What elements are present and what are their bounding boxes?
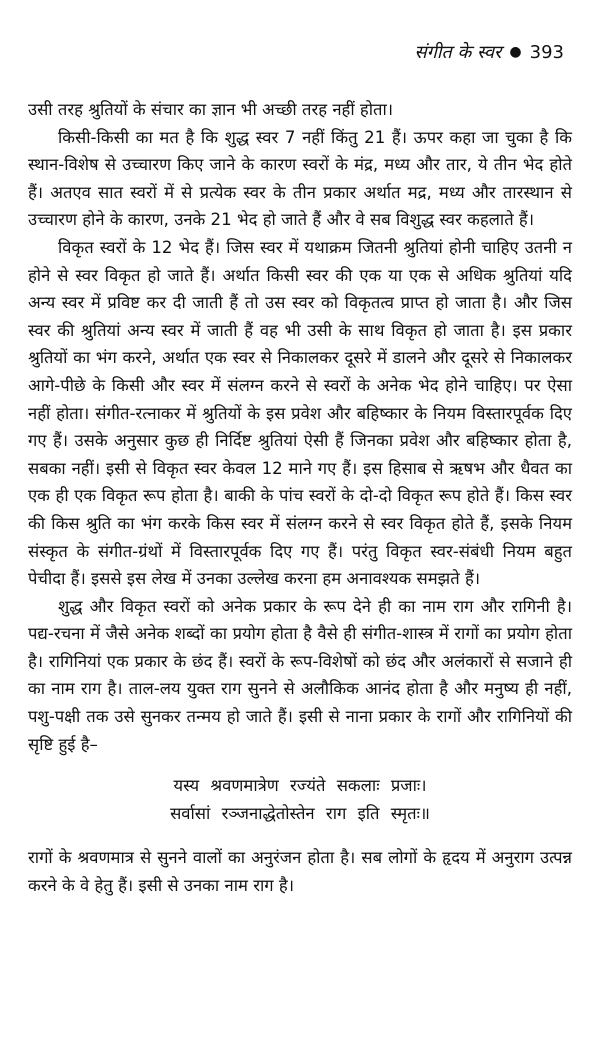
- page-number: 393: [529, 41, 564, 63]
- paragraph-raag-ragini: शुद्ध और विकृत स्वरों को अनेक प्रकार के रूप देने ही का नाम राग और रागिनी है। पद्य-रचना में जैसे अनेक शब्दों का प्रयोग होता है वैसे ही संगीत-शास्त्र में रागों का प्रयोग होता है। रागिनियां एक प्रकार के छंद हैं। स्वरों के रूप-विशेषों को छंद और अलंकारों से सजाने ही का नाम राग है। ताल-लय युक्त राग सुनने से अलौकिक आनंद होता है और मनुष्य ही नहीं, पशु-पक्षी तक उसे सुनकर तन्मय हो जाते हैं। इसी से नाना प्रकार के रागों और रागिनियों की सृष्टि हुई है–: [28, 596, 572, 754]
- paragraph-closing: रागों के श्रवणमात्र से सुनने वालों का अनुरंजन होता है। सब लोगों के हृदय में अनुराग उत्पन्न करने के वे हेतु हैं। इसी से उनका नाम राग है।: [28, 848, 572, 895]
- chapter-title: संगीत के स्वर: [414, 42, 502, 63]
- paragraph-vikrit-swar: विकृत स्वरों के 12 भेद हैं। जिस स्वर में यथाक्रम जितनी श्रुतियां होनी चाहिए उतनी न होने से स्वर विकृत हो जाते हैं। अर्थात किसी स्वर की एक या एक से अधिक श्रुतियां यदि अन्य स्वर में प्रविष्ट कर दी जाती हैं तो उस स्वर को विकृतत्व प्राप्त हो जाता है। और जिस स्वर की श्रुतियां अन्य स्वर में जाती हैं वह भी उसी के साथ विकृत हो जाता है। इस प्रकार श्रुतियों का भंग करने, अर्थात एक स्वर से निकालकर दूसरे में डालने और दूसरे से निकालकर आगे-पीछे के किसी और स्वर में संलग्न करने से स्वरों के अनेक भेद होने चाहिए। पर ऐसा नहीं होता। संगीत-रत्नाकर में श्रुतियों के इस प्रवेश और बहिष्कार के नियम विस्तारपूर्वक दिए गए हैं। उसके अनुसार कुछ ही निर्दिष्ट श्रुतियां ऐसी हैं जिनका प्रवेश और बहिष्कार होता है, सबका नहीं। इसी से विकृत स्वर केवल 12 माने गए हैं। इस हिसाब से ऋषभ और धैवत का एक ही एक विकृत रूप होता है। बाकी के पांच स्वरों के दो-दो विकृत रूप होते हैं। किस स्वर की किस श्रुति का भंग करके किस स्वर में संलग्न करने से स्वर विकृत होते हैं, इसके नियम संस्कृत के संगीत-ग्रंथों में विस्तारपूर्वक दिए गए हैं। परंतु विकृत स्वर-संबंधी नियम बहुत पेचीदा हैं। इससे इस लेख में उनका उल्लेख करना हम अनावश्यक समझते हैं।: [28, 237, 572, 589]
- verse-line-2: सर्वासां रञ्जनाद्धेतोस्तेन राग इति स्मृतः॥: [170, 804, 430, 824]
- running-header: [415, 40, 564, 64]
- sanskrit-verse: [28, 772, 572, 828]
- bullet-icon: ●: [509, 44, 522, 60]
- verse-line-1: यस्य श्रवणमात्रेण रज्यंते सकलाः प्रजाः।: [173, 776, 427, 796]
- paragraph-continued: उसी तरह श्रुतियों के संचार का ज्ञान भी अच्छी तरह नहीं होता।: [28, 100, 394, 119]
- paragraph-shuddh-swar: किसी-किसी का मत है कि शुद्ध स्वर 7 नहीं किंतु 21 हैं। ऊपर कहा जा चुका है कि स्थान-विशेष से उच्चारण किए जाने के कारण स्वरों के मंद्र, मध्य और तार, ये तीन भेद होते हैं। अतएव सात स्वरों में से प्रत्येक स्वर के तीन प्रकार अर्थात मद्र, मध्य और तारस्थान से उच्चारण होने के कारण, उनके 21 भेद हो जाते हैं और वे सब विशुद्ध स्वर कहलाते हैं।: [28, 127, 572, 230]
- page-body: [28, 96, 572, 899]
